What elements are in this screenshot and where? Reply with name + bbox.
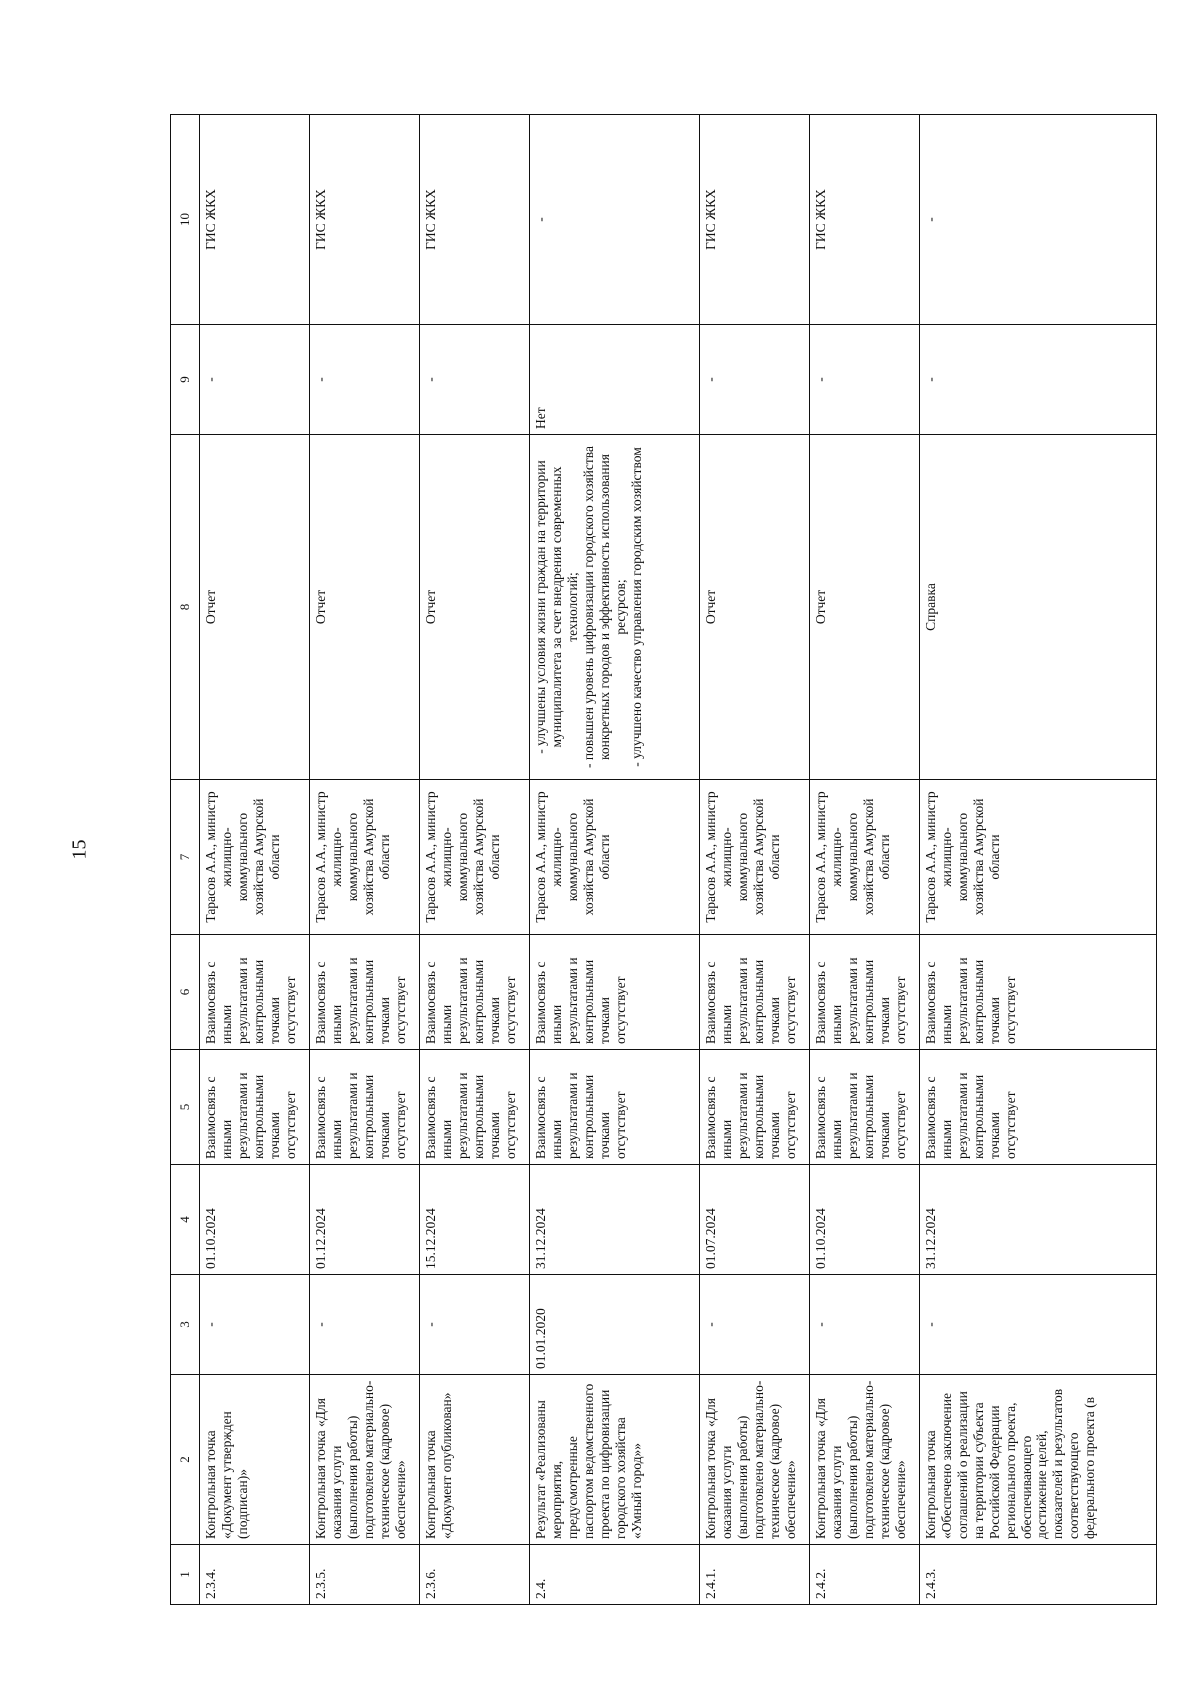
cell-name: Контрольная точка «Документ утвержден (подписан)» [200,1375,310,1545]
cell-number: 2.3.4. [200,1545,310,1605]
cell-link-successor: Взаимосвязь с иными результатами и контрольными точками отсутствует [200,935,310,1050]
col-header-4: 4 [171,1165,200,1275]
cell-info-system: ГИС ЖКХ [810,115,920,325]
col-header-9: 9 [171,325,200,435]
table-row [530,115,700,1605]
table-row [420,115,530,1605]
cell-document: Отчет [310,435,420,780]
cell-link-predecessor: Взаимосвязь с иными результатами и контрольными точками отсутствует [920,1050,1157,1165]
cell-link-successor: Взаимосвязь с иными результатами и контрольными точками отсутствует [700,935,810,1050]
cell-link-successor: Взаимосвязь с иными результатами и контрольными точками отсутствует [310,935,420,1050]
col-header-7: 7 [171,780,200,935]
rotated-table-wrapper [170,115,1140,1605]
cell-name: Контрольная точка «Для оказания услуги (выполнения работы) подготовлено материально-техническое (кадровое) обеспечение» [810,1375,920,1545]
cell-col9: - [200,325,310,435]
cell-responsible: Тарасов А.А., министр жилищно-коммунального хозяйства Амурской области [310,780,420,935]
cell-link-predecessor: Взаимосвязь с иными результатами и контрольными точками отсутствует [700,1050,810,1165]
cell-link-successor: Взаимосвязь с иными результатами и контрольными точками отсутствует [530,935,700,1050]
cell-number: 2.4.3. [920,1545,1157,1605]
cell-responsible: Тарасов А.А., министр жилищно-коммунального хозяйства Амурской области [700,780,810,935]
cell-info-system: ГИС ЖКХ [420,115,530,325]
cell-end-date: 01.12.2024 [310,1165,420,1275]
table-row [810,115,920,1605]
cell-name: Контрольная точка «Документ опубликован» [420,1375,530,1545]
col-header-1: 1 [171,1545,200,1605]
cell-responsible: Тарасов А.А., министр жилищно-коммунального хозяйства Амурской области [530,780,700,935]
table-row [920,115,1157,1605]
table-row [200,115,310,1605]
cell-link-successor: Взаимосвязь с иными результатами и контрольными точками отсутствует [920,935,1157,1050]
cell-link-successor: Взаимосвязь с иными результатами и контрольными точками отсутствует [420,935,530,1050]
table-row [700,115,810,1605]
cell-start-date: - [700,1275,810,1375]
cell-number: 2.4.2. [810,1545,920,1605]
col-header-3: 3 [171,1275,200,1375]
col-header-6: 6 [171,935,200,1050]
cell-name: Контрольная точка «Для оказания услуги (выполнения работы) подготовлено материально-техническое (кадровое) обеспечение» [310,1375,420,1545]
cell-responsible: Тарасов А.А., министр жилищно-коммунального хозяйства Амурской области [810,780,920,935]
cell-start-date: - [200,1275,310,1375]
cell-info-system: - [530,115,700,325]
cell-end-date: 15.12.2024 [420,1165,530,1275]
cell-col9: Нет [530,325,700,435]
cell-name: Контрольная точка «Обеспечено заключение соглашений о реализации на территории субъекта Российской Федерации регионального проекта, обеспечивающего достижение целей, показателей и результатов соответствующего федерального проекта (в [920,1375,1157,1545]
header-row [171,115,200,1605]
cell-start-date: 01.01.2020 [530,1275,700,1375]
cell-document: - улучшены условия жизни граждан на территории муниципалитета за счет внедрения современных технологий; - повышен уровень цифровизации городского хозяйства конкретных городов и эффективность использования ресурсов; - улучшено качество управления городским хозяйством [530,435,700,780]
cell-info-system: ГИС ЖКХ [700,115,810,325]
cell-start-date: - [420,1275,530,1375]
page-number: 15 [68,839,91,860]
col-header-10: 10 [171,115,200,325]
cell-end-date: 01.07.2024 [700,1165,810,1275]
cell-link-successor: Взаимосвязь с иными результатами и контрольными точками отсутствует [810,935,920,1050]
cell-document: Отчет [810,435,920,780]
cell-number: 2.4.1. [700,1545,810,1605]
cell-col9: - [310,325,420,435]
cell-start-date: - [920,1275,1157,1375]
cell-document: Справка [920,435,1157,780]
cell-number: 2.4. [530,1545,700,1605]
cell-col9: - [700,325,810,435]
cell-end-date: 31.12.2024 [530,1165,700,1275]
cell-name: Контрольная точка «Для оказания услуги (выполнения работы) подготовлено материально-техническое (кадровое) обеспечение» [700,1375,810,1545]
cell-end-date: 31.12.2024 [920,1165,1157,1275]
cell-document: Отчет [420,435,530,780]
cell-end-date: 01.10.2024 [200,1165,310,1275]
col-header-8: 8 [171,435,200,780]
roadmap-table [170,114,1157,1605]
col-header-5: 5 [171,1050,200,1165]
cell-number: 2.3.5. [310,1545,420,1605]
cell-link-predecessor: Взаимосвязь с иными результатами и контрольными точками отсутствует [310,1050,420,1165]
cell-link-predecessor: Взаимосвязь с иными результатами и контрольными точками отсутствует [810,1050,920,1165]
cell-end-date: 01.10.2024 [810,1165,920,1275]
cell-info-system: ГИС ЖКХ [200,115,310,325]
cell-responsible: Тарасов А.А., министр жилищно-коммунального хозяйства Амурской области [420,780,530,935]
cell-info-system: ГИС ЖКХ [310,115,420,325]
cell-number: 2.3.6. [420,1545,530,1605]
cell-responsible: Тарасов А.А., министр жилищно-коммунального хозяйства Амурской области [920,780,1157,935]
cell-col9: - [810,325,920,435]
table-row [310,115,420,1605]
cell-document: Отчет [700,435,810,780]
cell-responsible: Тарасов А.А., министр жилищно-коммунального хозяйства Амурской области [200,780,310,935]
cell-name: Результат «Реализованы мероприятия, предусмотренные паспортом ведомственного проекта по цифровизации городского хозяйства «Умный город»» [530,1375,700,1545]
cell-col9: - [920,325,1157,435]
cell-link-predecessor: Взаимосвязь с иными результатами и контрольными точками отсутствует [420,1050,530,1165]
col-header-2: 2 [171,1375,200,1545]
cell-start-date: - [810,1275,920,1375]
cell-document: Отчет [200,435,310,780]
cell-info-system: - [920,115,1157,325]
cell-col9: - [420,325,530,435]
cell-link-predecessor: Взаимосвязь с иными результатами и контрольными точками отсутствует [200,1050,310,1165]
cell-link-predecessor: Взаимосвязь с иными результатами и контрольными точками отсутствует [530,1050,700,1165]
cell-start-date: - [310,1275,420,1375]
